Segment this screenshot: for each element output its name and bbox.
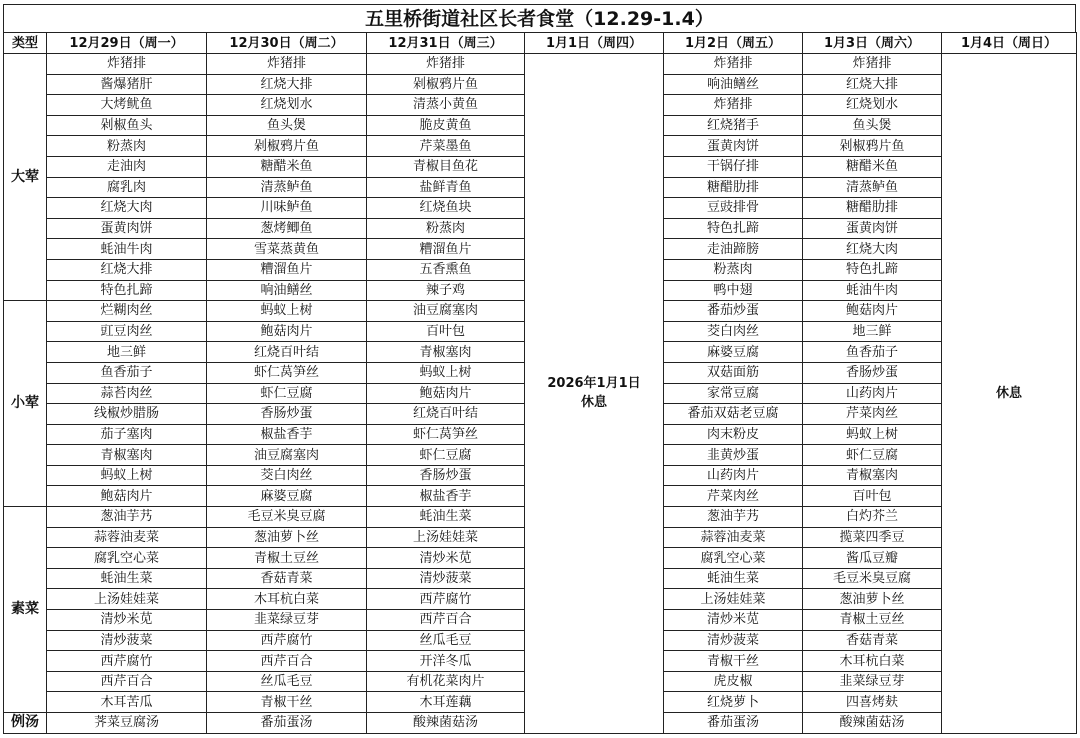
dish-cell: 山药肉片: [664, 465, 803, 486]
rest-cell: 休息: [942, 54, 1077, 734]
dish-cell: 特色扎蹄: [664, 218, 803, 239]
dish-cell: 蒜蓉油麦菜: [664, 527, 803, 548]
dish-cell: 炸猪排: [803, 54, 942, 75]
dish-cell: 清炒菠菜: [367, 568, 525, 589]
dish-cell: 百叶包: [803, 486, 942, 507]
header-row: [4, 33, 1077, 54]
dish-cell: 蚂蚁上树: [207, 301, 367, 322]
dish-cell: 上汤娃娃菜: [664, 589, 803, 610]
header-day: 1月3日（周六）: [803, 33, 942, 54]
dish-cell: 红烧萝卜: [664, 692, 803, 713]
dish-cell: 干锅仔排: [664, 156, 803, 177]
dish-cell: 红烧大排: [207, 74, 367, 95]
dish-cell: 蛋黄肉饼: [803, 218, 942, 239]
dish-cell: 葱油萝卜丝: [207, 527, 367, 548]
holiday-cell: [525, 54, 664, 734]
dish-cell: 豆豉排骨: [664, 198, 803, 219]
category-label: 素菜: [4, 507, 47, 713]
dish-cell: 炸猪排: [47, 54, 207, 75]
dish-cell: 番茄双菇老豆腐: [664, 404, 803, 425]
dish-cell: 雪菜蒸黄鱼: [207, 239, 367, 260]
menu-body: [4, 54, 1077, 734]
dish-cell: 特色扎蹄: [803, 259, 942, 280]
dish-cell: 地三鲜: [803, 321, 942, 342]
dish-cell: 炸猪排: [367, 54, 525, 75]
dish-cell: 鱼香茄子: [47, 362, 207, 383]
dish-cell: 剁椒鸦片鱼: [367, 74, 525, 95]
dish-cell: 揽菜四季豆: [803, 527, 942, 548]
dish-cell: 酸辣菌菇汤: [367, 713, 525, 734]
dish-cell: 酱瓜豆瓣: [803, 548, 942, 569]
dish-cell: 西芹百合: [47, 671, 207, 692]
dish-cell: 四喜烤麸: [803, 692, 942, 713]
dish-cell: 荠菜豆腐汤: [47, 713, 207, 734]
dish-cell: 清炒菠菜: [664, 630, 803, 651]
dish-cell: 粉蒸肉: [367, 218, 525, 239]
dish-cell: 芹菜墨鱼: [367, 136, 525, 157]
dish-cell: 西芹百合: [367, 610, 525, 631]
dish-cell: 糖醋肋排: [803, 198, 942, 219]
dish-cell: 蛋黄肉饼: [47, 218, 207, 239]
dish-cell: 清蒸鲈鱼: [207, 177, 367, 198]
menu-sheet: [3, 4, 1076, 734]
dish-cell: 红烧鱼块: [367, 198, 525, 219]
dish-cell: 酱爆猪肝: [47, 74, 207, 95]
dish-cell: 青椒干丝: [207, 692, 367, 713]
dish-cell: 香肠炒蛋: [803, 362, 942, 383]
header-day: 12月29日（周一）: [47, 33, 207, 54]
dish-cell: 蚂蚁上树: [803, 424, 942, 445]
dish-cell: 川味鲈鱼: [207, 198, 367, 219]
dish-cell: 毛豆米臭豆腐: [803, 568, 942, 589]
dish-cell: 虾仁豆腐: [803, 445, 942, 466]
category-label: 大荤: [4, 54, 47, 301]
dish-cell: 蒜苔肉丝: [47, 383, 207, 404]
dish-cell: 虾仁豆腐: [367, 445, 525, 466]
dish-cell: 椒盐香芋: [207, 424, 367, 445]
dish-cell: 红烧大排: [803, 74, 942, 95]
dish-cell: 青椒塞肉: [47, 445, 207, 466]
dish-cell: 腐乳空心菜: [664, 548, 803, 569]
dish-cell: 青椒土豆丝: [207, 548, 367, 569]
dish-cell: 盐鲜青鱼: [367, 177, 525, 198]
dish-cell: 番茄炒蛋: [664, 301, 803, 322]
dish-cell: 山药肉片: [803, 383, 942, 404]
dish-cell: 香肠炒蛋: [367, 465, 525, 486]
dish-cell: 青椒干丝: [664, 651, 803, 672]
dish-cell: 青椒土豆丝: [803, 610, 942, 631]
dish-cell: 剁椒鱼头: [47, 115, 207, 136]
dish-cell: 香菇青菜: [207, 568, 367, 589]
header-day: 1月2日（周五）: [664, 33, 803, 54]
dish-cell: 清炒米苋: [367, 548, 525, 569]
dish-cell: 糟溜鱼片: [207, 259, 367, 280]
dish-cell: 蚝油牛肉: [47, 239, 207, 260]
dish-cell: 红烧大排: [47, 259, 207, 280]
dish-cell: 红烧大肉: [47, 198, 207, 219]
dish-cell: 葱油芋艿: [47, 507, 207, 528]
dish-cell: 清炒米苋: [47, 610, 207, 631]
dish-cell: 白灼芥兰: [803, 507, 942, 528]
dish-cell: 青椒塞肉: [803, 465, 942, 486]
dish-cell: 木耳杭白菜: [207, 589, 367, 610]
dish-cell: 五香熏鱼: [367, 259, 525, 280]
dish-cell: 大烤鱿鱼: [47, 95, 207, 116]
dish-cell: 鱼香茄子: [803, 342, 942, 363]
dish-cell: 西芹腐竹: [207, 630, 367, 651]
dish-cell: 红烧划水: [803, 95, 942, 116]
dish-cell: 木耳苦瓜: [47, 692, 207, 713]
header-day: 12月31日（周三）: [367, 33, 525, 54]
dish-cell: 腐乳空心菜: [47, 548, 207, 569]
dish-cell: 蚝油生菜: [47, 568, 207, 589]
dish-cell: 韭菜绿豆芽: [803, 671, 942, 692]
dish-cell: 西芹腐竹: [367, 589, 525, 610]
dish-cell: 走油肉: [47, 156, 207, 177]
dish-cell: 葱油芋艿: [664, 507, 803, 528]
dish-cell: 上汤娃娃菜: [47, 589, 207, 610]
dish-cell: 清炒米苋: [664, 610, 803, 631]
dish-cell: 木耳杭白菜: [803, 651, 942, 672]
dish-cell: 鱼头煲: [803, 115, 942, 136]
dish-cell: 蒜蓉油麦菜: [47, 527, 207, 548]
dish-cell: 葱油萝卜丝: [803, 589, 942, 610]
dish-cell: 木耳莲藕: [367, 692, 525, 713]
dish-cell: 丝瓜毛豆: [367, 630, 525, 651]
page-title: 五里桥街道社区长者食堂（12.29-1.4）: [3, 4, 1076, 32]
dish-cell: 番茄蛋汤: [207, 713, 367, 734]
dish-cell: 脆皮黄鱼: [367, 115, 525, 136]
menu-row: [4, 54, 1077, 75]
dish-cell: 西芹腐竹: [47, 651, 207, 672]
dish-cell: 蚝油牛肉: [803, 280, 942, 301]
dish-cell: 粉蒸肉: [47, 136, 207, 157]
dish-cell: 辣子鸡: [367, 280, 525, 301]
dish-cell: 豇豆肉丝: [47, 321, 207, 342]
dish-cell: 油豆腐塞肉: [207, 445, 367, 466]
dish-cell: 腐乳肉: [47, 177, 207, 198]
menu-table: [3, 32, 1077, 734]
dish-cell: 麻婆豆腐: [664, 342, 803, 363]
dish-cell: 红烧百叶结: [367, 404, 525, 425]
dish-cell: 香肠炒蛋: [207, 404, 367, 425]
dish-cell: 家常豆腐: [664, 383, 803, 404]
dish-cell: 烂糊肉丝: [47, 301, 207, 322]
dish-cell: 开洋冬瓜: [367, 651, 525, 672]
category-label: 小荤: [4, 301, 47, 507]
dish-cell: 葱烤鲫鱼: [207, 218, 367, 239]
category-label: 例汤: [4, 713, 47, 734]
dish-cell: 西芹百合: [207, 651, 367, 672]
dish-cell: 红烧大肉: [803, 239, 942, 260]
dish-cell: 虾仁莴笋丝: [207, 362, 367, 383]
dish-cell: 百叶包: [367, 321, 525, 342]
holiday-note: 休息: [580, 395, 607, 411]
dish-cell: 番茄蛋汤: [664, 713, 803, 734]
dish-cell: 椒盐香芋: [367, 486, 525, 507]
header-day: 1月1日（周四）: [525, 33, 664, 54]
dish-cell: 响油鳝丝: [207, 280, 367, 301]
dish-cell: 红烧划水: [207, 95, 367, 116]
dish-cell: 油豆腐塞肉: [367, 301, 525, 322]
dish-cell: 红烧百叶结: [207, 342, 367, 363]
dish-cell: 蚂蚁上树: [47, 465, 207, 486]
dish-cell: 走油蹄膀: [664, 239, 803, 260]
dish-cell: 毛豆米臭豆腐: [207, 507, 367, 528]
dish-cell: 上汤娃娃菜: [367, 527, 525, 548]
dish-cell: 鲍菇肉片: [207, 321, 367, 342]
dish-cell: 丝瓜毛豆: [207, 671, 367, 692]
dish-cell: 炸猪排: [664, 54, 803, 75]
dish-cell: 线椒炒腊肠: [47, 404, 207, 425]
dish-cell: 剁椒鸦片鱼: [803, 136, 942, 157]
dish-cell: 芹菜肉丝: [664, 486, 803, 507]
dish-cell: 鲍菇肉片: [367, 383, 525, 404]
holiday-date: 2026年1月1日: [547, 376, 641, 392]
dish-cell: 蚂蚁上树: [367, 362, 525, 383]
dish-cell: 青椒目鱼花: [367, 156, 525, 177]
dish-cell: 炸猪排: [664, 95, 803, 116]
dish-cell: 虾仁莴笋丝: [367, 424, 525, 445]
dish-cell: 鸭中翅: [664, 280, 803, 301]
dish-cell: 香菇青菜: [803, 630, 942, 651]
dish-cell: 鱼头煲: [207, 115, 367, 136]
header-day: 12月30日（周二）: [207, 33, 367, 54]
dish-cell: 鲍菇肉片: [47, 486, 207, 507]
dish-cell: 清炒菠菜: [47, 630, 207, 651]
dish-cell: 韭黄炒蛋: [664, 445, 803, 466]
dish-cell: 鲍菇肉片: [803, 301, 942, 322]
dish-cell: 糖醋肋排: [664, 177, 803, 198]
dish-cell: 糖醋米鱼: [803, 156, 942, 177]
dish-cell: 双菇面筋: [664, 362, 803, 383]
dish-cell: 茭白肉丝: [664, 321, 803, 342]
dish-cell: 有机花菜肉片: [367, 671, 525, 692]
dish-cell: 糖醋米鱼: [207, 156, 367, 177]
dish-cell: 糟溜鱼片: [367, 239, 525, 260]
dish-cell: 麻婆豆腐: [207, 486, 367, 507]
dish-cell: 红烧猪手: [664, 115, 803, 136]
dish-cell: 粉蒸肉: [664, 259, 803, 280]
dish-cell: 茄子塞肉: [47, 424, 207, 445]
dish-cell: 炸猪排: [207, 54, 367, 75]
dish-cell: 芹菜肉丝: [803, 404, 942, 425]
dish-cell: 响油鳝丝: [664, 74, 803, 95]
dish-cell: 蚝油生菜: [367, 507, 525, 528]
dish-cell: 特色扎蹄: [47, 280, 207, 301]
header-type: 类型: [4, 33, 47, 54]
dish-cell: 酸辣菌菇汤: [803, 713, 942, 734]
dish-cell: 蛋黄肉饼: [664, 136, 803, 157]
dish-cell: 地三鲜: [47, 342, 207, 363]
dish-cell: 韭菜绿豆芽: [207, 610, 367, 631]
dish-cell: 青椒塞肉: [367, 342, 525, 363]
dish-cell: 茭白肉丝: [207, 465, 367, 486]
dish-cell: 虾仁豆腐: [207, 383, 367, 404]
dish-cell: 清蒸鲈鱼: [803, 177, 942, 198]
dish-cell: 剁椒鸦片鱼: [207, 136, 367, 157]
header-day: 1月4日（周日）: [942, 33, 1077, 54]
dish-cell: 蚝油生菜: [664, 568, 803, 589]
dish-cell: 虎皮椒: [664, 671, 803, 692]
dish-cell: 清蒸小黄鱼: [367, 95, 525, 116]
dish-cell: 肉末粉皮: [664, 424, 803, 445]
